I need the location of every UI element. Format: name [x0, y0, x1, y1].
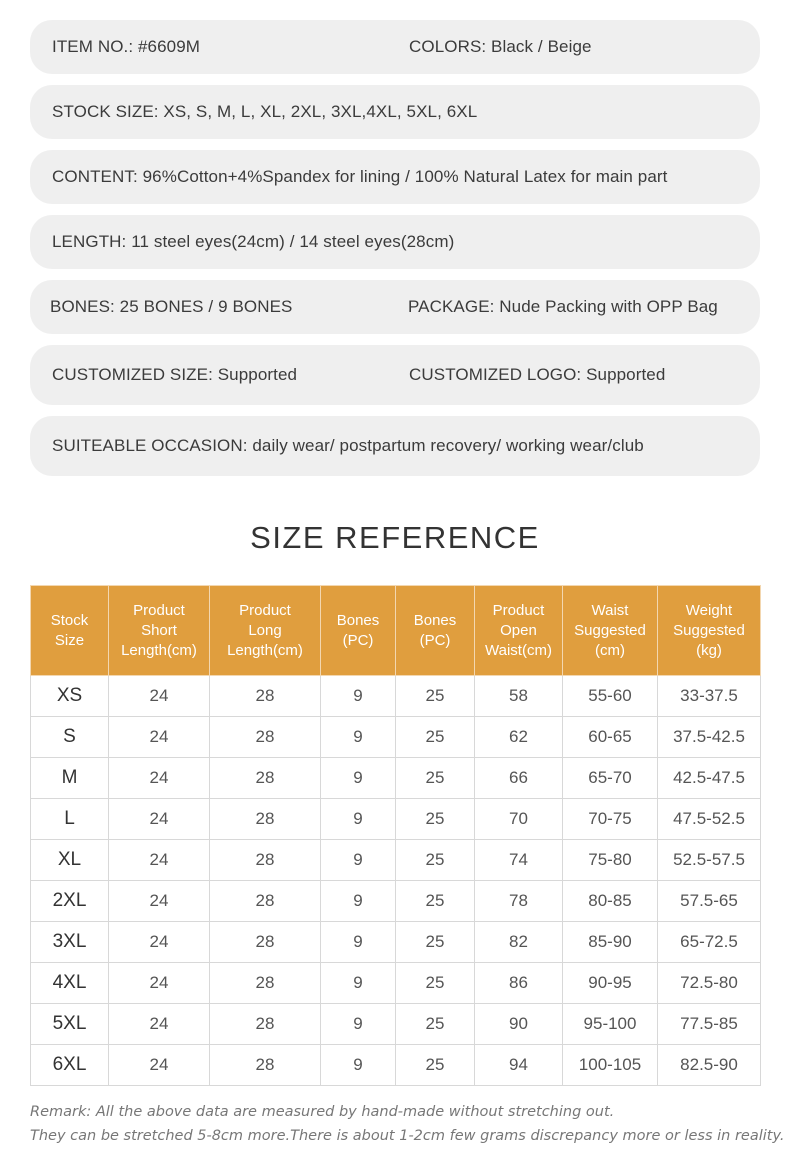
- table-cell: 24: [109, 676, 210, 717]
- table-cell: 24: [109, 963, 210, 1004]
- content: CONTENT: 96%Cotton+4%Spandex for lining / 100% Natural Latex for main part: [52, 167, 668, 186]
- table-row: [31, 717, 761, 758]
- table-cell: 9: [321, 799, 396, 840]
- table-cell: 80-85: [563, 881, 658, 922]
- table-cell: 24: [109, 1045, 210, 1086]
- table-cell: 58: [475, 676, 563, 717]
- header-line: Short: [141, 621, 177, 639]
- table-cell: 55-60: [563, 676, 658, 717]
- table-cell: 75-80: [563, 840, 658, 881]
- table-cell: 37.5-42.5: [658, 717, 761, 758]
- header-line: (PC): [419, 631, 451, 649]
- table-row: [31, 1004, 761, 1045]
- table-cell: 57.5-65: [658, 881, 761, 922]
- header-line: Suggested: [574, 621, 646, 639]
- table-cell: 25: [396, 758, 475, 799]
- table-cell: 24: [109, 717, 210, 758]
- item-number: ITEM NO.: #6609M: [52, 37, 201, 56]
- table-cell: 28: [210, 717, 321, 758]
- table-row: [31, 676, 761, 717]
- table-cell: 90: [475, 1004, 563, 1045]
- table-cell: 86: [475, 963, 563, 1004]
- table-cell: 90-95: [563, 963, 658, 1004]
- size-name-cell: 4XL: [31, 963, 109, 1004]
- size-name-cell: L: [31, 799, 109, 840]
- table-cell: 82: [475, 922, 563, 963]
- table-row: [31, 758, 761, 799]
- table-cell: 85-90: [563, 922, 658, 963]
- header-line: Suggested: [673, 621, 745, 639]
- spec-row-length: [30, 215, 760, 269]
- table-cell: 25: [396, 717, 475, 758]
- table-header-cell: [31, 586, 109, 676]
- table-cell: 65-70: [563, 758, 658, 799]
- table-header-cell: [396, 586, 475, 676]
- header-line: Bones: [413, 611, 457, 629]
- table-row: [31, 881, 761, 922]
- table-cell: 65-72.5: [658, 922, 761, 963]
- table-cell: 66: [475, 758, 563, 799]
- bones: BONES: 25 BONES / 9 BONES: [50, 297, 293, 316]
- table-cell: 52.5-57.5: [658, 840, 761, 881]
- header-line: Weight: [685, 601, 733, 619]
- length: LENGTH: 11 steel eyes(24cm) / 14 steel eyes(28cm): [52, 232, 455, 251]
- table-header-row: [31, 586, 761, 676]
- table-cell: 25: [396, 963, 475, 1004]
- table-header-cell: [321, 586, 396, 676]
- table-cell: 9: [321, 1004, 396, 1045]
- remark: [30, 1100, 785, 1148]
- table-cell: 28: [210, 758, 321, 799]
- table-cell: 28: [210, 676, 321, 717]
- table-row: [31, 799, 761, 840]
- table-cell: 94: [475, 1045, 563, 1086]
- spec-row-stock-size: [30, 85, 760, 139]
- size-name-cell: 6XL: [31, 1045, 109, 1086]
- table-cell: 25: [396, 799, 475, 840]
- header-line: Size: [54, 631, 85, 649]
- table-header-cell: [210, 586, 321, 676]
- customized-logo: CUSTOMIZED LOGO: Supported: [409, 365, 666, 384]
- table-cell: 74: [475, 840, 563, 881]
- spec-row-bones: [30, 280, 760, 334]
- table-cell: 9: [321, 1045, 396, 1086]
- table-cell: 24: [109, 1004, 210, 1045]
- header-line: (PC): [342, 631, 374, 649]
- table-cell: 70-75: [563, 799, 658, 840]
- table-cell: 9: [321, 676, 396, 717]
- table-cell: 9: [321, 922, 396, 963]
- header-line: Bones: [336, 611, 380, 629]
- table-cell: 28: [210, 963, 321, 1004]
- table-cell: 62: [475, 717, 563, 758]
- table-cell: 24: [109, 922, 210, 963]
- table-cell: 28: [210, 840, 321, 881]
- table-cell: 24: [109, 840, 210, 881]
- header-line: Open: [500, 621, 537, 639]
- table-cell: 72.5-80: [658, 963, 761, 1004]
- table-cell: 28: [210, 922, 321, 963]
- table-row: [31, 1045, 761, 1086]
- header-line: Product: [133, 601, 185, 619]
- size-name-cell: S: [31, 717, 109, 758]
- header-line: Waist: [591, 601, 629, 619]
- table-cell: 9: [321, 758, 396, 799]
- table-cell: 24: [109, 758, 210, 799]
- header-line: Waist(cm): [485, 641, 552, 659]
- table-cell: 9: [321, 881, 396, 922]
- size-reference-table: [30, 585, 761, 1086]
- header-line: Long: [248, 621, 282, 639]
- size-name-cell: 3XL: [31, 922, 109, 963]
- package: PACKAGE: Nude Packing with OPP Bag: [408, 297, 718, 316]
- spec-row-customized: [30, 345, 760, 405]
- table-cell: 77.5-85: [658, 1004, 761, 1045]
- size-name-cell: M: [31, 758, 109, 799]
- table-cell: 100-105: [563, 1045, 658, 1086]
- table-cell: 9: [321, 717, 396, 758]
- size-name-cell: XS: [31, 676, 109, 717]
- size-reference-title: SIZE REFERENCE: [250, 520, 540, 555]
- remark-line-2: They can be stretched 5-8cm more.There is about 1-2cm few grams discrepancy more or less in reality.: [30, 1128, 785, 1144]
- spec-row-item: [30, 20, 760, 74]
- table-cell: 78: [475, 881, 563, 922]
- header-line: Stock: [50, 611, 89, 629]
- spec-row-occasion: [30, 416, 760, 476]
- table-cell: 25: [396, 1045, 475, 1086]
- table-cell: 24: [109, 881, 210, 922]
- table-row: [31, 922, 761, 963]
- table-cell: 25: [396, 1004, 475, 1045]
- table-header-cell: [109, 586, 210, 676]
- table-cell: 24: [109, 799, 210, 840]
- header-line: Length(cm): [121, 641, 197, 659]
- table-row: [31, 840, 761, 881]
- table-cell: 9: [321, 840, 396, 881]
- table-cell: 33-37.5: [658, 676, 761, 717]
- remark-line-1: Remark: All the above data are measured by hand-made without stretching out.: [30, 1104, 615, 1120]
- table-cell: 9: [321, 963, 396, 1004]
- header-line: Product: [239, 601, 291, 619]
- table-header-cell: [475, 586, 563, 676]
- occasion: SUITEABLE OCCASION: daily wear/ postpartum recovery/ working wear/club: [52, 436, 644, 455]
- stock-size: STOCK SIZE: XS, S, M, L, XL, 2XL, 3XL,4XL, 5XL, 6XL: [52, 102, 478, 121]
- header-line: (cm): [595, 641, 625, 659]
- table-cell: 82.5-90: [658, 1045, 761, 1086]
- spec-row-content: [30, 150, 760, 204]
- colors: COLORS: Black / Beige: [409, 37, 592, 56]
- table-cell: 60-65: [563, 717, 658, 758]
- table-header-cell: [563, 586, 658, 676]
- table-header-cell: [658, 586, 761, 676]
- table-body: [31, 676, 761, 1086]
- size-name-cell: XL: [31, 840, 109, 881]
- header-line: Product: [492, 601, 545, 619]
- table-cell: 28: [210, 799, 321, 840]
- size-name-cell: 2XL: [31, 881, 109, 922]
- table-cell: 95-100: [563, 1004, 658, 1045]
- table-cell: 25: [396, 676, 475, 717]
- size-name-cell: 5XL: [31, 1004, 109, 1045]
- table-cell: 25: [396, 840, 475, 881]
- table-cell: 47.5-52.5: [658, 799, 761, 840]
- table-cell: 28: [210, 881, 321, 922]
- table-cell: 28: [210, 1004, 321, 1045]
- table-cell: 25: [396, 881, 475, 922]
- header-line: (kg): [696, 641, 722, 659]
- table-cell: 70: [475, 799, 563, 840]
- customized-size: CUSTOMIZED SIZE: Supported: [52, 365, 298, 384]
- header-line: Length(cm): [227, 641, 303, 659]
- table-cell: 28: [210, 1045, 321, 1086]
- table-row: [31, 963, 761, 1004]
- table-cell: 42.5-47.5: [658, 758, 761, 799]
- table-cell: 25: [396, 922, 475, 963]
